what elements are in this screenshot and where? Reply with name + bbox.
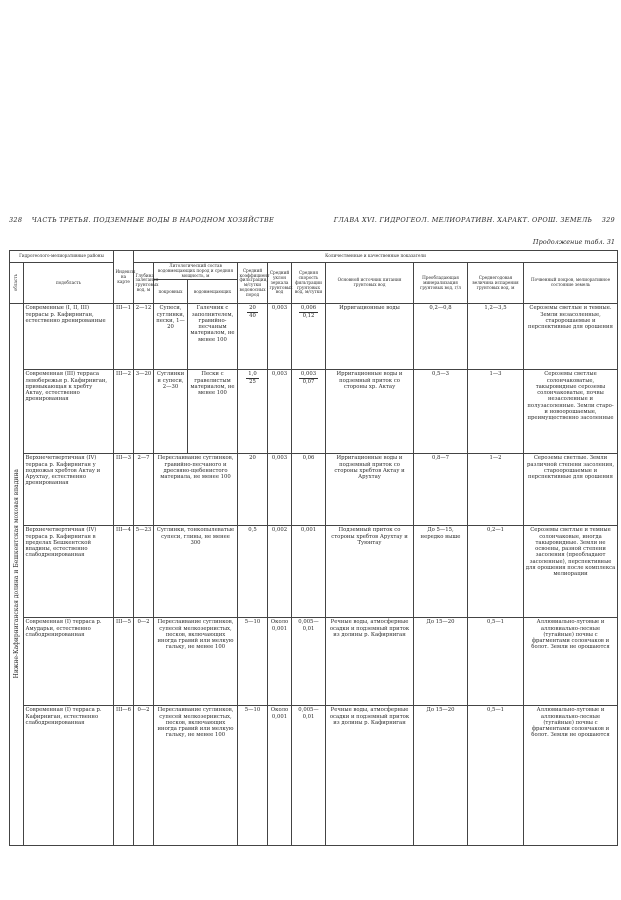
cell-velocity: 0,005—0,01 xyxy=(292,706,326,846)
cell-evaporation: 1,2—3,5 xyxy=(468,304,524,370)
cell-evaporation: 1—3 xyxy=(468,370,524,454)
header-filtration: Средний коэффициент фильтрации, м/сутки водоносных пород xyxy=(238,263,268,304)
cell-velocity xyxy=(292,370,326,454)
table-row xyxy=(10,304,618,370)
cell-feed-source: Ирригационные воды xyxy=(326,304,414,370)
cell-filtration xyxy=(238,304,268,370)
cell-lithology: Переслаивание суглинков, супесей мелкозернистых, песков, включающих иногда гравий или мелкую гальку, не менее 100 xyxy=(154,618,238,706)
cell-lithology: Переслаивание суглинков, супесей мелкозернистых, песков, включающих иногда гравий или мелкую гальку, не менее 100 xyxy=(154,706,238,846)
cell-lithology: Переслаивание суглинков, гравийно-песчаного и дресвяно-щебенистого материала, не менее 100 xyxy=(154,454,238,526)
cell-feed-source: Ирригационные воды и подземный приток со стороны хребтов Актау и Арухтау xyxy=(326,454,414,526)
header-mineralization: Преобладающая минерализация грунтовых вод, г/л xyxy=(414,263,468,304)
region-cell xyxy=(10,304,24,846)
cell-subregion: Современная (I) терраса р. Кафирниган, естественно слабодренированная xyxy=(24,706,114,846)
cell-gradient: Около 0,001 xyxy=(268,706,292,846)
cell-evaporation: 0,5—1 xyxy=(468,706,524,846)
cell-index: III—3 xyxy=(114,454,134,526)
header-characteristics: Количественные и качественные показатели xyxy=(134,251,618,263)
header-feed-source: Основной источник питания грунтовых вод xyxy=(326,263,414,304)
cell-mineralization: До 15—20 xyxy=(414,706,468,846)
header-evaporation: Среднегодовая величина испарения грунтовых вод, м xyxy=(468,263,524,304)
cell-cover: Суглинки и супеси, 2—30 xyxy=(154,370,188,454)
fraction-denominator: 0,07 xyxy=(302,378,315,385)
cell-filtration: 5—10 xyxy=(238,706,268,846)
cell-depth: 5—23 xyxy=(134,526,154,618)
header-gradient: Средний уклон зеркала грунтовых вод xyxy=(268,263,292,304)
cell-filtration: 5—10 xyxy=(238,618,268,706)
cell-mineralization: До 5—15, нередко выше xyxy=(414,526,468,618)
cell-soil: Сероземы светлые. Земли различной степени засоления, староорошаемые и перспективные для орошения xyxy=(524,454,618,526)
fraction-numerator: 20 xyxy=(249,305,256,312)
cell-feed-source: Речные воды, атмосферные осадки и подземный приток из долины р. Кафирниган xyxy=(326,706,414,846)
cell-subregion: Современная (I) терраса р. Амударьи, естественно слабодренированная xyxy=(24,618,114,706)
running-title-left: ЧАСТЬ ТРЕТЬЯ. ПОДЗЕМНЫЕ ВОДЫ В НАРОДНОМ ХОЗЯЙСТВЕ xyxy=(31,216,275,224)
cell-lithology: Суглинки, тонкопылеватые супеси, глины, не менее 300 xyxy=(154,526,238,618)
cell-soil: Аллювиально-луговые и аллювиально-лесные (тугайные) почвы с фрагментами солончаков и болот. Земли не орошаются xyxy=(524,618,618,706)
fraction xyxy=(299,371,318,385)
cell-mineralization: До 15—20 xyxy=(414,618,468,706)
cell-cover: Супеси, суглинки, пески, 1—20 xyxy=(154,304,188,370)
header-cover: покровных xyxy=(154,280,188,304)
cell-filtration: 20 xyxy=(238,454,268,526)
cell-feed-source: Ирригационные воды и подземный приток со стороны хр. Актау xyxy=(326,370,414,454)
table-row xyxy=(10,618,618,706)
page-number-right: 329 xyxy=(601,216,615,224)
cell-index: III—4 xyxy=(114,526,134,618)
cell-subregion: Верхнечетвертичная (IV) терраса р. Кафирниган у подножья хребтов Актау и Арухтау, естественно дренированная xyxy=(24,454,114,526)
header-lithology: Литологический состав водовмещающих пород и средняя мощность, м xyxy=(154,263,238,280)
header-subregion: подобласть xyxy=(24,263,114,304)
cell-feed-source: Подземный приток со стороны хребтов Арухтау и Туюнтау xyxy=(326,526,414,618)
fraction-numerator: 0,006 xyxy=(300,305,317,312)
fraction-numerator: 0,003 xyxy=(300,371,317,378)
cell-gradient: 0,003 xyxy=(268,304,292,370)
cell-velocity: 0,06 xyxy=(292,454,326,526)
cell-evaporation: 0,2—1 xyxy=(468,526,524,618)
cell-velocity xyxy=(292,304,326,370)
cell-mineralization: 0,5—3 xyxy=(414,370,468,454)
cell-velocity: 0,001 xyxy=(292,526,326,618)
cell-gradient: Около 0,001 xyxy=(268,618,292,706)
page-number-left: 328 xyxy=(9,216,23,224)
cell-mineralization: 0,8—7 xyxy=(414,454,468,526)
cell-subregion: Верхнечетвертичная (IV) терраса р. Кафирниган в пределах Бешкентской впадины, естественно слабодренированная xyxy=(24,526,114,618)
cell-filtration: 0,5 xyxy=(238,526,268,618)
page-header-left xyxy=(9,216,274,224)
table-continuation-label: Продолжение табл. 31 xyxy=(532,238,615,246)
cell-depth: 3—20 xyxy=(134,370,154,454)
cell-gradient: 0,003 xyxy=(268,370,292,454)
table-row xyxy=(10,454,618,526)
fraction-numerator: 1,0 xyxy=(248,371,257,378)
cell-depth: 2—12 xyxy=(134,304,154,370)
page-header-right xyxy=(334,216,615,224)
cell-aquifer: Пески с гравелистым материалом, не менее 100 xyxy=(188,370,238,454)
cell-index: III—5 xyxy=(114,618,134,706)
header-index: Индексы на карте xyxy=(114,251,134,304)
fraction xyxy=(299,305,318,319)
cell-feed-source: Речные воды, атмосферные осадки и подземный приток из долины р. Кафирниган xyxy=(326,618,414,706)
cell-velocity: 0,005—0,01 xyxy=(292,618,326,706)
fraction xyxy=(247,305,258,319)
data-table xyxy=(9,250,618,846)
header-velocity: Средняя скорость фильтрации грунтовых вод, м/сутки xyxy=(292,263,326,304)
table-row xyxy=(10,706,618,846)
cell-soil: Сероземы светлые солончаковатые, такыровидные сероземы солончаковатые, почвы незасоленные и полузасоленные. Земли старо- и новоорошаемые, преимущественно засоленные xyxy=(524,370,618,454)
header-oblast: область xyxy=(10,263,24,304)
fraction-denominator: 40 xyxy=(249,312,256,319)
cell-evaporation: 0,5—1 xyxy=(468,618,524,706)
cell-filtration xyxy=(238,370,268,454)
cell-mineralization: 0,2—0,8 xyxy=(414,304,468,370)
fraction-denominator: 0,12 xyxy=(302,312,315,319)
header-region-group: Гидрогеолого-мелиоративные районы xyxy=(10,251,114,263)
table-row xyxy=(10,370,618,454)
cell-gradient: 0,002 xyxy=(268,526,292,618)
region-label: Нижне-Кафирниганская долина и Бешкентская моховая впадина xyxy=(12,469,20,679)
data-table-wrap xyxy=(9,250,617,893)
cell-gradient: 0,003 xyxy=(268,454,292,526)
cell-depth: 0—2 xyxy=(134,618,154,706)
cell-index: III—6 xyxy=(114,706,134,846)
cell-depth: 2—7 xyxy=(134,454,154,526)
cell-soil: Сероземы светлые и темные. Земли незасоленные, старорошаемые и перспективные для орошения xyxy=(524,304,618,370)
cell-depth: 0—2 xyxy=(134,706,154,846)
header-soil: Почвенный покров, мелиоративное состояние земель xyxy=(524,263,618,304)
cell-subregion: Современные (I, II, III) террасы р. Кафирниган, естественно дренированные xyxy=(24,304,114,370)
cell-evaporation: 1—2 xyxy=(468,454,524,526)
running-title-right: ГЛАВА XVI. ГИДРОГЕОЛ. МЕЛИОРАТИВН. ХАРАКТ. ОРОШ. ЗЕМЕЛЬ xyxy=(333,216,593,224)
cell-index: III—1 xyxy=(114,304,134,370)
cell-index: III—2 xyxy=(114,370,134,454)
cell-aquifer: Галечник с заполнителем, гравийно-песчаным материалом, не менее 100 xyxy=(188,304,238,370)
table-row xyxy=(10,526,618,618)
header-depth: Глубина залегания грунтовых вод, м xyxy=(134,263,154,304)
cell-soil: Аллювиально-луговые и аллювиально-лесные (тугайные) почвы с фрагментами солончаков и болот. Земли не орошаются xyxy=(524,706,618,846)
fraction xyxy=(246,371,258,385)
fraction-denominator: 25 xyxy=(249,378,256,385)
cell-subregion: Современная (III) терраса левобережья р. Кафирниган, примыкающая к хребту Актау, естественно дренированная xyxy=(24,370,114,454)
cell-soil: Сероземы светлые и темные солончаковые, иногда такыровидные. Земли не освоены, разной степени засоления (преобладают засоленные), перспективные для орошения после комплекса мелиорации xyxy=(524,526,618,618)
header-aquifer: водовмещающих xyxy=(188,280,238,304)
